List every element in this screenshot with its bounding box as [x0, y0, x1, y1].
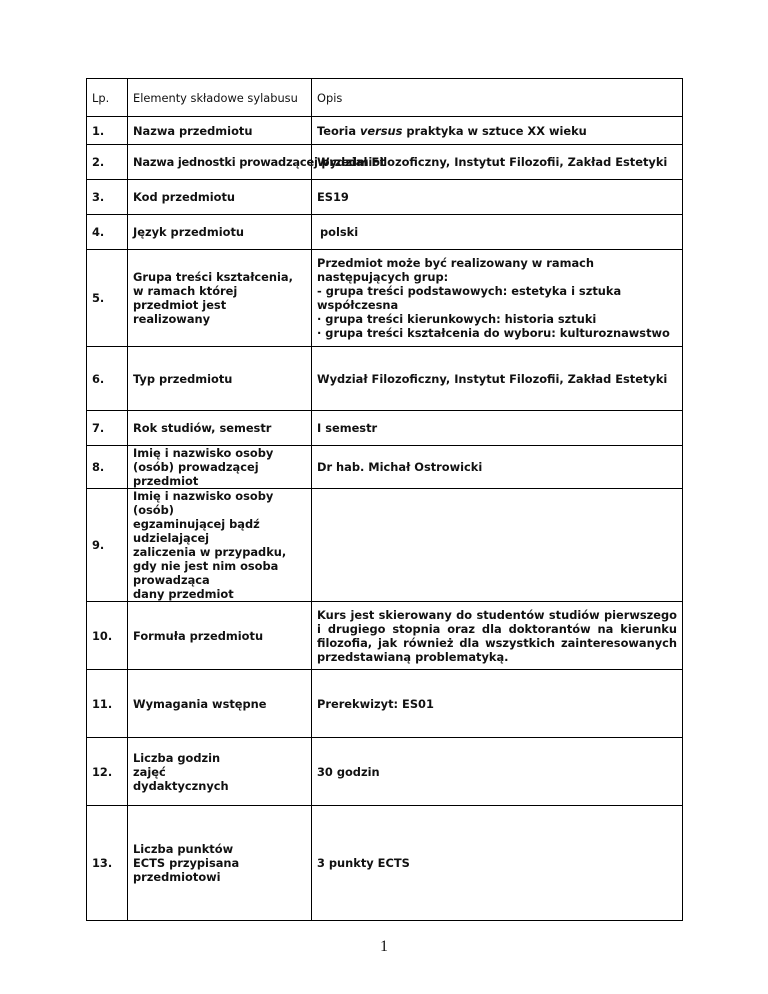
header-element: Elementy składowe sylabusu	[128, 79, 312, 117]
row-value: Dr hab. Michał Ostrowicki	[312, 446, 683, 489]
label-line: gdy nie jest nim osoba	[133, 559, 279, 573]
row-label: Wymagania wstępne	[128, 670, 312, 738]
table-row	[87, 250, 683, 347]
label-line: udzielającej	[133, 531, 210, 545]
row-label: Rok studiów, semestr	[128, 411, 312, 446]
row-number: 12.	[87, 738, 128, 806]
table-row	[87, 806, 683, 921]
row-value: 30 godzin	[312, 738, 683, 806]
row-label: Imię i nazwisko osoby (osób) prowadzącej przedmiot	[128, 446, 312, 489]
row-value: 3 punkty ECTS	[312, 806, 683, 921]
label-line: dany przedmiot	[133, 587, 234, 601]
table-row	[87, 489, 683, 602]
table-row	[87, 602, 683, 670]
row-number: 3.	[87, 180, 128, 215]
table-row	[87, 215, 683, 250]
row-number: 9.	[87, 489, 128, 602]
row-label: Formuła przedmiotu	[128, 602, 312, 670]
row-label: Kod przedmiotu	[128, 180, 312, 215]
table-row	[87, 670, 683, 738]
row-label	[128, 489, 312, 602]
row-label: Typ przedmiotu	[128, 347, 312, 411]
header-lp: Lp.	[87, 79, 128, 117]
value-line: · grupa treści kształcenia do wyboru: kulturoznawstwo	[317, 326, 670, 340]
row-number: 8.	[87, 446, 128, 489]
label-line: zaliczenia w przypadku,	[133, 545, 287, 559]
table-row	[87, 347, 683, 411]
row-number: 4.	[87, 215, 128, 250]
value-line: Przedmiot może być realizowany w ramach następujących grup:	[317, 256, 595, 284]
row-value: Kurs jest skierowany do studentów studiów pierwszego i drugiego stopnia oraz dla doktorantów na kierunku filozofia, jak również dla wszystkich zainteresowanych przedstawianą problematyką.	[312, 602, 683, 670]
row-value	[312, 117, 683, 145]
row-value	[312, 250, 683, 347]
value-text: praktyka w sztuce XX wieku	[402, 123, 587, 138]
row-label: Liczba godzin zajęć dydaktycznych	[128, 738, 312, 806]
row-label: Język przedmiotu	[128, 215, 312, 250]
row-label: Liczba punktów ECTS przypisana przedmiotowi	[128, 806, 312, 921]
table-row	[87, 180, 683, 215]
table-header-row	[87, 79, 683, 117]
row-value: Wydział Filozoficzny, Instytut Filozofii, Zakład Estetyki	[312, 347, 683, 411]
row-value: Prerekwizyt: ES01	[312, 670, 683, 738]
table-row	[87, 411, 683, 446]
syllabus-table	[86, 78, 683, 921]
value-line: · grupa treści kierunkowych: historia sztuki	[317, 312, 597, 326]
row-number: 10.	[87, 602, 128, 670]
row-number: 2.	[87, 145, 128, 180]
row-number: 5.	[87, 250, 128, 347]
row-value	[312, 489, 683, 602]
value-italic: versus	[359, 123, 403, 138]
row-number: 1.	[87, 117, 128, 145]
header-desc: Opis	[312, 79, 683, 117]
table-row	[87, 446, 683, 489]
label-line: Imię i nazwisko osoby (osób)	[133, 489, 274, 517]
row-label: Grupa treści kształcenia, w ramach której przedmiot jest realizowany	[128, 250, 312, 347]
label-line: egzaminującej bądź	[133, 517, 260, 531]
value-text: Teoria	[317, 123, 360, 138]
table-row	[87, 145, 683, 180]
row-number: 13.	[87, 806, 128, 921]
table-row	[87, 738, 683, 806]
row-number: 7.	[87, 411, 128, 446]
row-number: 6.	[87, 347, 128, 411]
row-value: Wydział Filozoficzny, Instytut Filozofii, Zakład Estetyki	[312, 145, 683, 180]
label-line: prowadząca	[133, 573, 210, 587]
table-row	[87, 117, 683, 145]
row-label: Nazwa przedmiotu	[128, 117, 312, 145]
row-value: I semestr	[312, 411, 683, 446]
row-label: Nazwa jednostki prowadzącej przedmiot	[128, 145, 312, 180]
value-line: - grupa treści podstawowych: estetyka i sztuka współczesna	[317, 284, 622, 312]
page-number: 1	[380, 938, 388, 955]
row-number: 11.	[87, 670, 128, 738]
row-value: polski	[312, 215, 683, 250]
row-value: ES19	[312, 180, 683, 215]
